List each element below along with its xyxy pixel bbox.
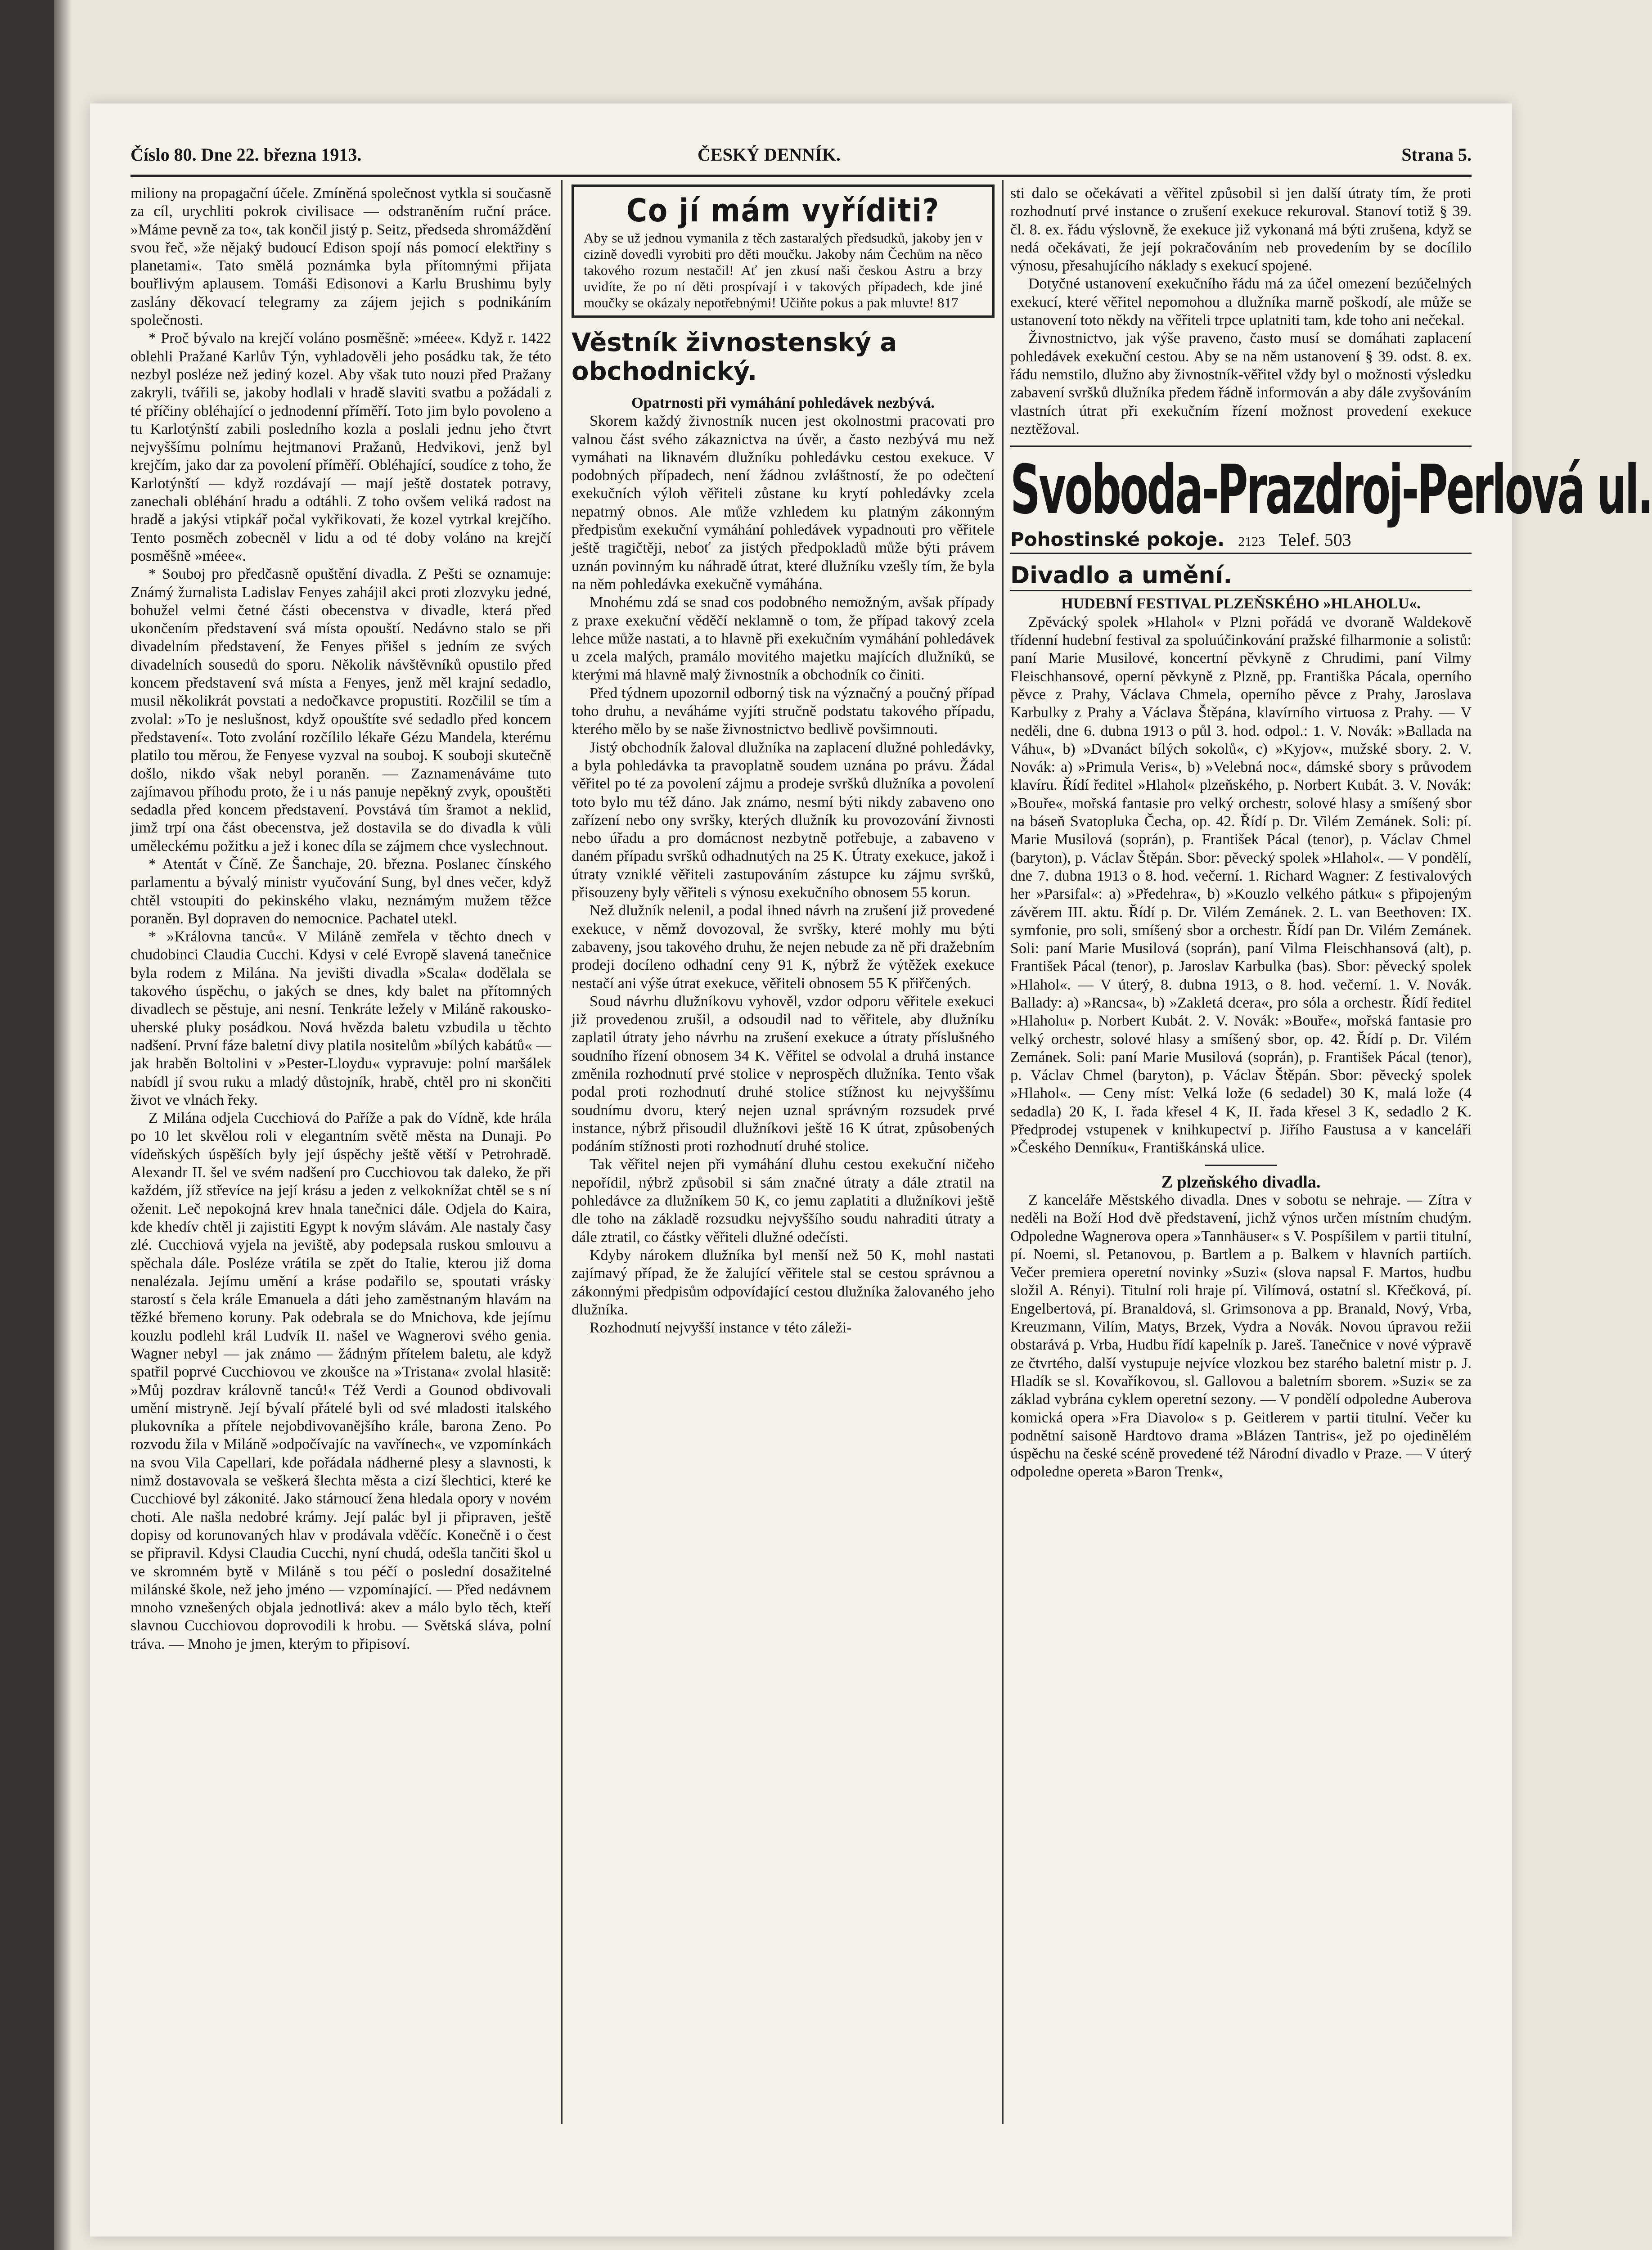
ad-number: 2123 xyxy=(1238,534,1265,549)
article-paragraph: Živnostnictvo, jak výše praveno, často musí se domáhati zaplacení pohledávek exekuční cestou. Aby se na něm ustanovení § 39. odst. 8. ex. řádu nemstilo, dlužno aby živnostník-věřitel vždy byl o možnosti výsledku zabavení svršků dlužníka předem řádně informován a aby dále zvyšováním vlastních útrat při exekučním řízení možnost provedení exekuce neztěžoval. xyxy=(1010,330,1472,437)
astra-advertisement xyxy=(572,184,995,318)
article-paragraph: Rozhodnutí nejvyšší instance v této záleži- xyxy=(590,1319,852,1336)
issue-date: Číslo 80. Dne 22. března 1913. xyxy=(131,144,362,165)
column-2 xyxy=(572,184,995,2133)
article-paragraph: Před týdnem upozornil odborný tisk na význačný a poučný případ toho druhu, a neváháme vyjíti stručně podstatu takového případu, kterého mělo by se naše živnostnictvo bedlivě povšimnouti. xyxy=(572,684,995,738)
article-paragraph: sti dalo se očekávati a věřitel způsobil si jen další útraty tím, že proti rozhodnutí prvé instance o zrušení exekuce rekuroval. Stanoví totiž § 39. čl. 8. ex. řádu výslovně, že exekuce již vykonaná má býti zrušena, když se nedá očekávati, že její pokračováním neb provedením by se docílilo výnosu, přesahujícího náklady s exekucí spojené. xyxy=(1010,185,1472,274)
article-paragraph: Než dlužník nelenil, a podal ihned návrh na zrušení již provedené exekuce, v němž dovozoval, že svršky, které mohly mu býti zabaveny, jsou takového druhu, že nejen nebude za ně při dražebním prodeji docíleno odhadní ceny 91 K, nýbrž že výtěžek exekuce nestačí ani výše útrat exekuce, věřiteli obnosem 55 K přiřčených. xyxy=(572,902,995,992)
ad-subtitle-line xyxy=(1010,528,1472,551)
article-paragraph: miliony na propagační účele. Zmíněná společnost vytkla si současně za cíl, urychliti pokrok civilisace — odstraněním ruční práce. »Máme pevně za to«, tak končil jistý p. Seitz, předseda shromáždění svou řeč, »že nějaký budoucí Edison spojí nás pomocí elektřiny s planetami«. Tato smělá poznámka byla přítomnými přijata bouřlivým aplausem. Tomáši Edisonovi a Karlu Brushimu byly zaslány děkovací telegramy za zájem jejich s podnikáním společnosti. xyxy=(131,185,551,329)
article-paragraph: * Souboj pro předčasně opuštění divadla. Z Pešti se oznamuje: Známý žurnalista Ladislav Fenyes zahájil akci proti zlozvyku jedné, bohužel velmi četné části obecenstva v divadle, která před ukončením představení svá místa opouští. Nedávno stalo se při divadelním představení, že Fenyes přišel s jedním ze svých divadelních sousedů do sporu. Několik návštěvníků opustilo před koncem představení svá místa a Fenyes, jenž měl krajní sedadlo, musil několikrát povstati a nedočkavce propustiti. Rozčilil se tím a zvolal: »To je neslušnost, když opouštíte své sedadlo před koncem představení«. Toto zvolání rozčílilo lékaře Gézu Mandela, kterému platilo tou měrou, že Fenyese vyzval na souboj. K souboji skutečně došlo, nikdo však nebyl poraněn. — Zaznamenáváme tuto zajímavou příhodu proto, že i u nás panuje nepěkný zvyk, opouštěti sedadla před koncem představení. Povstává tím šramot a neklid, jimž trpí ona část obecenstva, jež dostavila se do divadla k vůli uměleckému požitku a jež i konec díla se zájmem chce vyslechnout. xyxy=(131,566,551,855)
ad-title: Svoboda-Prazdroj-Perlová ul. xyxy=(1010,451,1652,530)
article-paragraph: Skorem každý živnostník nucen jest okolnostmi pracovati pro valnou část svého zákaznictva na úvěr, a často nezbývá mu než vymáhati na liknavém dlužníku pohledávku cestou exekuce. V podobných případech, není žádnou zvláštností, že po odečtení exekučních výloh věřiteli zůstane ku krytí pohledávky zcela nepatrný obnos. Ale může vzhledem ku platným zákonným předpisům exekuční vymáhání pohledávek vypadnouti pro věřitele ještě tragičtěji, neboť za jistých předpokladů může býti právem uznán povinným ku náhradě útrat, které dlužníku vzešly tím, že byla na něm pohledávka exekučně vymáhána. xyxy=(572,413,995,593)
article-paragraph: Mnohému zdá se snad cos podobného nemožným, avšak případy z praxe exekuční věděčí neklamně o tom, že případ takový zcela lehce může nastati, a to hlavně při exekučním vymáhání pohledávek u zcela malých, pramálo movitého majetku majících dlužníků, se kterými má hlavně malý živnostník a obchodník co činiti. xyxy=(572,594,995,684)
header-rule xyxy=(131,175,1472,177)
ad-headline: Co jí mám vyříditi? xyxy=(626,192,940,229)
article-paragraph: Z Milána odjela Cucchiová do Paříže a pak do Vídně, kde hrála po 10 let skvělou roli v elegantním světě města na Dunaji. Po vídeňských úspěších byly její úspěchy ještě větší v Petrohradě. Alexandr II. šel ve svém nadšení pro Cucchiovou tak daleko, že při každém, jíž střevíce na její krásu a jeden z velkoknížat chtěl se s ní oženit. Leč nepokojná krev hnala tanečnici dále. Odjela do Kaira, kde khedív chtěl ji zajistiti Egypt k novým slávám. Ale nastaly časy zlé. Cucchiová vyjela na jeviště, aby podepsala ruskou smlouvu a spěchala dále. Posléze vrátila se zpět do Italie, kterou již doma nenalézala. Jejímu umění a kráse podařilo se, spoutati vrásky starostí s čela krále Emanuela a dáti jeho zaměstnaným hlavám na těžké břemeno koruny. Pak odebrala se do Mnichova, kde jejímu kouzlu podlehl král Ludvík II. našel ve Wagnerovi svého genia. Wagner nebyl — jak známo — žádným přítelem baletu, ale když spatřil poprvé Cucchiovou ve zkoušce na »Tristana« zvolal hlasitě: »Můj pozdrav královně tanců!« Též Verdi a Gounod obdivovali umění mistryně. Její bývalí přátelé byli od své mladosti italského plukovníka a přítele nejobdivovanějšího krále, barona Zeno. Po rozvodu žila v Miláně »odpočívajíc na vavřínech«, ve vzpomínkách na svou Vila Capellari, kde pořádala nádherné plesy a slavnosti, k nimž dostavovala se veškerá šlechta města a cizí šlechtici, které ke Cucchiové byl zákonité. Jako stárnoucí žena hledala opory v novém choti. Ale našla nedobré krámy. Její palác byl ji připraven, ještě dopisy od korunovaných hlav v prodávala vděčíc. Konečně i o čest se připravil. Kdysi Claudia Cucchi, nyní chudá, odešla tančiti škol u ve skromném bytě v Miláně s tou péčí o poslední dosažitelné milánské škole, než jeho jméno — vzpomínající. — Před nedávnem mnoho vznešených objala jednotlivá: akev a málo bylo těch, kteří slavnou Cucchiovou doprovodili k hrobu. — Světská sláva, polní tráva. — Mnoho je jmen, kterým to připisoví. xyxy=(131,1110,551,1652)
column-3 xyxy=(1010,184,1652,2133)
article-paragraph: Jistý obchodník žaloval dlužníka na zaplacení dlužné pohledávky, a byla pohledávka ta pravoplatně soudem uznána po právu. Žádal věřitel po té za povolení zájmu a prodeje svršků dlužníka a povolení toto bylo mu též dáno. Jak známo, nesmí býti nikdy zabaveno ono zařízení nebo ony svršky, kterých dlužník ku provozování živnosti nebo úřadu a pro domácnost nezbytně potřebuje, a zabaveno v daném případu svršků odhadnutých na 25 K. Útraty exekuce, jakož i útraty vzniklé věřiteli zastupováním zástupce ku zájmu svršků, přisouzeny byly věřiteli s výnosu exekučního obnosem 55 korun. xyxy=(572,739,995,901)
column-rule-2 xyxy=(1002,180,1004,2124)
page-number: Strana 5. xyxy=(1401,144,1472,165)
column-rule-1 xyxy=(561,180,563,2124)
article-title: Z plzeňského divadla. xyxy=(1161,1172,1321,1192)
article-paragraph: Tak věřitel nejen při vymáhání dluhu cestou exekuční ničeho nepořídil, nýbrž způsobil si sám značné útraty a dále ztratil na pohledávce za dlužníkem 50 K, co jemu zaplatiti a dlužníkovi ještě dle toho na základě rozsudku nejvyššího soudu nahraditi útraty a dále ztratil, co částky věřiteli dlužné odečísti. xyxy=(572,1156,995,1246)
article-paragraph: * Proč bývalo na krejčí voláno posměšně: »méee«. Když r. 1422 oblehli Pražané Karlův Týn, vyhladověli jeho posádku tak, že této nezbyl posléze než jediný kozel. Aby však tuto nouzi před Pražany zakryli, tvářili se, jakoby hodlali v hradě slaviti svatbu a požádali z té příčiny obléhající o jednodenní příměří. Toto jim bylo povoleno a tu Karlotýnští zabili posledního kozla a poslali jednu jeho čtvrt nejvyššímu polnímu hejtmanovi Pražanů, Hedvikovi, jenž byl krejčím, jako dar za povolení příměří. Obléhající, soudíce z toho, že Karlotýnští — když rozdávají — mají ještě dostatek potravy, zanechali obléhání hradu a odtáhli. Z toho ovšem veliká radost na hradě a jakýsi vtipkář počal vykřikovati, že kozel vytrkal krejčího. Tento posměch zobecněl v lidu a od té doby voláno na krejčí posměšně »méee«. xyxy=(131,330,551,564)
article-title: HUDEBNÍ FESTIVAL PLZEŇSKÉHO »HLAHOLU«. xyxy=(1061,595,1421,612)
article-paragraph: Dotyčné ustanovení exekučního řádu má za účel omezení bezúčelných exekucí, které věřitel nepomohou a dlužníka marně poškodí, ale může se ustanovení toto někdy na věřiteli trpce uplatniti tam, kde toho ani nečekal. xyxy=(1010,275,1472,329)
binding-shadow xyxy=(54,0,72,2250)
article-paragraph: * Atentát v Číně. Ze Šanchaje, 20. března. Poslanec čínského parlamentu a bývalý ministr vyučování Sung, byl dnes večer, když chtěl vstoupiti do pekinského vlaku, neznámým mužem těžce poraněn. Byl dopraven do nemocnice. Pachatel utekl. xyxy=(131,855,551,927)
masthead: ČESKÝ DENNÍK. xyxy=(698,144,841,165)
section-title: Divadlo a umění. xyxy=(1010,561,1472,591)
section-title: Věstník živnostenský a obchodnický. xyxy=(572,328,897,386)
ad-text: Aby se už jednou vymanila z těch zastaralých předsudků, jakoby jen v cizině dovedli vyrobiti pro děti moučku. Jakoby nám Čechům na něco takového rozum nestačil! Ať jen zkusí naši českou Astru a brzy uvidíte, že po ní děti prospívají i v takových případech, kde jiné moučky se okázaly nepotřebnými! Učiňte pokus a pak mluvte! 817 xyxy=(584,230,982,310)
binding-gutter xyxy=(0,0,54,2250)
ad-subtitle: Pohostinské pokoje. xyxy=(1010,528,1225,551)
article-paragraph: * »Královna tanců«. V Miláně zemřela v těchto dnech v chudobinci Claudia Cucchi. Kdysi v celé Evropě slavená tanečnice byla rodem z Milána. Na jevišti divadla »Scala« dodělala se takového úspěchu, o jakých se dnes, kdy balet na přítomných divadlech se pěstuje, ani nesní. Tenkráte ležely v Miláně rakousko-uherské pluky posádkou. Nová hvězda baletu vzbudila u těchto nadšení. První fáze baletní divy platila nositelům »bílých kabátů« — jak hraběn Boltolini v »Pester-Lloydu« vypravuje: polní maršálek nabídl jí svou ruku a mladý důstojník, hrabě, chtěl pro ni skončiti život ve vlnách řeky. xyxy=(131,928,551,1108)
ad-phone: Telef. 503 xyxy=(1278,530,1351,550)
svoboda-advertisement xyxy=(1010,446,1652,554)
divider xyxy=(1205,1165,1277,1166)
page-header xyxy=(131,144,1472,171)
article-paragraph: Zpěvácký spolek »Hlahol« v Plzni pořádá ve dvoraně Waldekově třídenní hudební festival za spoluúčinkování pražské filharmonie a solistů: paní Marie Musilové, koncertní pěvkyně z Chrudimi, paní Vilmy Fleischhansové, operní pěvkyně z Plzně, pp. Františka Pácala, operního pěvce z Prahy, Václava Chmela, operního pěvce z Prahy, Jaroslava Karbulky z Prahy a Václava Štěpána, klavírního virtuosa z Prahy. — V neděli, dne 6. dubna 1913 o půl 3. hod. odpol.: 1. V. Novák: »Ballada na Váhu«, b) »Dvanáct bílých sokolů«, c) »Kyjov«, mužské sbory. 2. V. Novák: a) »Primula Veris«, b) »Velebná noc«, dámské sbory s průvodem klavíru. Řídí ředitel »Hlahol« plzeňského, p. Norbert Kubát. 3. V. Novák: »Bouře«, mořská fantasie pro velký orchestr, solové hlasy a smíšený sbor na báseň Svatopluka Čecha, op. 42. Řídí p. Dr. Vilém Zemánek. Soli: pí. Marie Musilová (soprán), p. František Pácal (tenor), p. Václav Chmel (baryton), p. Václav Štěpán. Sbor: pěvecký spolek »Hlahol«. — V pondělí, dne 7. dubna 1913 o 8. hod. večerní. 1. Richard Wagner: Z festivalových her »Parsifal«: a) »Předehra«, b) »Kouzlo velkého pátku« s připojeným závěrem III. aktu. Řídí p. Dr. Vilém Zemánek. 2. L. van Beethoven: IX. symfonie, pro soli, smíšený sbor a orchestr. Řídí pan Dr. Vilém Zemánek. Soli: paní Marie Musilová (soprán), paní Vilma Fleischhansová (alt), p. František Pácal (tenor), p. Jaroslav Karbulka (bas). Sbor: pěvecký spolek »Hlahol«. — V úterý, 8. dubna 1913, o 8. hod. večerní. 1. V. Novák. Ballady: a) »Rancsa«, b) »Zakletá dcera«, pro sóla a orchestr. Řídí ředitel »Hlaholu« p. Norbert Kubát. 2. V. Novák: »Bouře«, mořská fantasie pro velký orchestr, solové hlasy a smíšený sbor, op. 42. Řídí p. Dr. Vilém Zemánek. Soli: paní Marie Musilová (soprán), p. František Pácal (tenor), p. Václav Chmel (baryton), p. Václav Štěpán. Sbor: pěvecký spolek »Hlahol«. — Ceny míst: Velká lože (6 sedadel) 30 K, malá lože (4 sedadla) 20 K, I. řada křesel 4 K, II. řada křesel 3 K, sedadlo 2 K. Předprodej vstupenek v knihkupectví p. Jiřího Faustusa a v kanceláři »Českého Denníku«, Františkánská ulice. xyxy=(1010,613,1472,1156)
article-title: Opatrnosti při vymáhání pohledávek nezbývá. xyxy=(631,395,935,411)
article-paragraph: Kdyby nárokem dlužníka byl menší než 50 K, mohl nastati zajímavý případ, že že žalující věřitele stal se cestou správnou a zákonnými předpisům odpovídající cestou dlužníka žalovaného jeho dlužníka. xyxy=(572,1246,995,1318)
column-1 xyxy=(131,184,551,2133)
article-paragraph: Z kanceláře Městského divadla. Dnes v sobotu se nehraje. — Zítra v neděli na Boží Hod dvě představení, jichž výnos určen místním chudým. Odpoledne Wagnerova opera »Tannhäuser« s V. Pospíšilem v partii titulní, pí. Noemi, sl. Petanovou, p. Bartlem a p. Balkem v hlavních partiích. Večer premiera operetní novinky »Suzi« (slova napsal F. Martos, hudbu složil A. Rényi). Titulní roli hraje pí. Vilímová, ostatní sl. Křečková, pí. Engelbertová, pí. Branaldová, sl. Grimsonova a pp. Branald, Nový, Vrba, Kreuzmann, Vilím, Matys, Brzek, Vydra a Novák. Novou úpravou režii obstarává p. Vrba, Hudbu řídí kapelník p. Jareš. Tanečnice v nové výpravě ze čtvrtého, další vystupuje nejvíce vlozkou bez starého baletní mistr p. J. Hladík se sl. Kovaříkovou, sl. Gallovou a baletním sborem. »Suzi« se za základ vybrána cyklem operetní sezony. — V pondělí odpoledne Auberova komická opera »Fra Diavolo« s p. Geitlerem v partii titulní. Večer ku podnětní saisoně Hardtovo drama »Blázen Tantris«, jež po ojedinělém úspěchu na české scéně provedené též Národní divadlo v Praze. — V úterý odpoledne opereta »Baron Trenk«, xyxy=(1010,1191,1472,1480)
article-paragraph: Soud návrhu dlužníkovu vyhověl, vzdor odporu věřitele exekuci již provedenou zrušil, a odsoudil nad to věřitele, aby dlužníku zaplatil útraty jeho návrhu na zrušení exekuce a útraty příslušného soudního řízení obnosem 34 K. Věřitel se odvolal a druhá instance změnila rozhodnutí prvé stolice v neprospěch dlužníka. Tento však podal proti rozhodnutí druhé stolice stížnost ku nejvyššímu soudnímu dvoru, který nejen uznal správným rozsudek prvé instance, nýbrž přisoudil dlužníkovi ještě 16 K útrat, způsobených podáním stížnosti proti rozhodnutí druhé stolice. xyxy=(572,993,995,1155)
